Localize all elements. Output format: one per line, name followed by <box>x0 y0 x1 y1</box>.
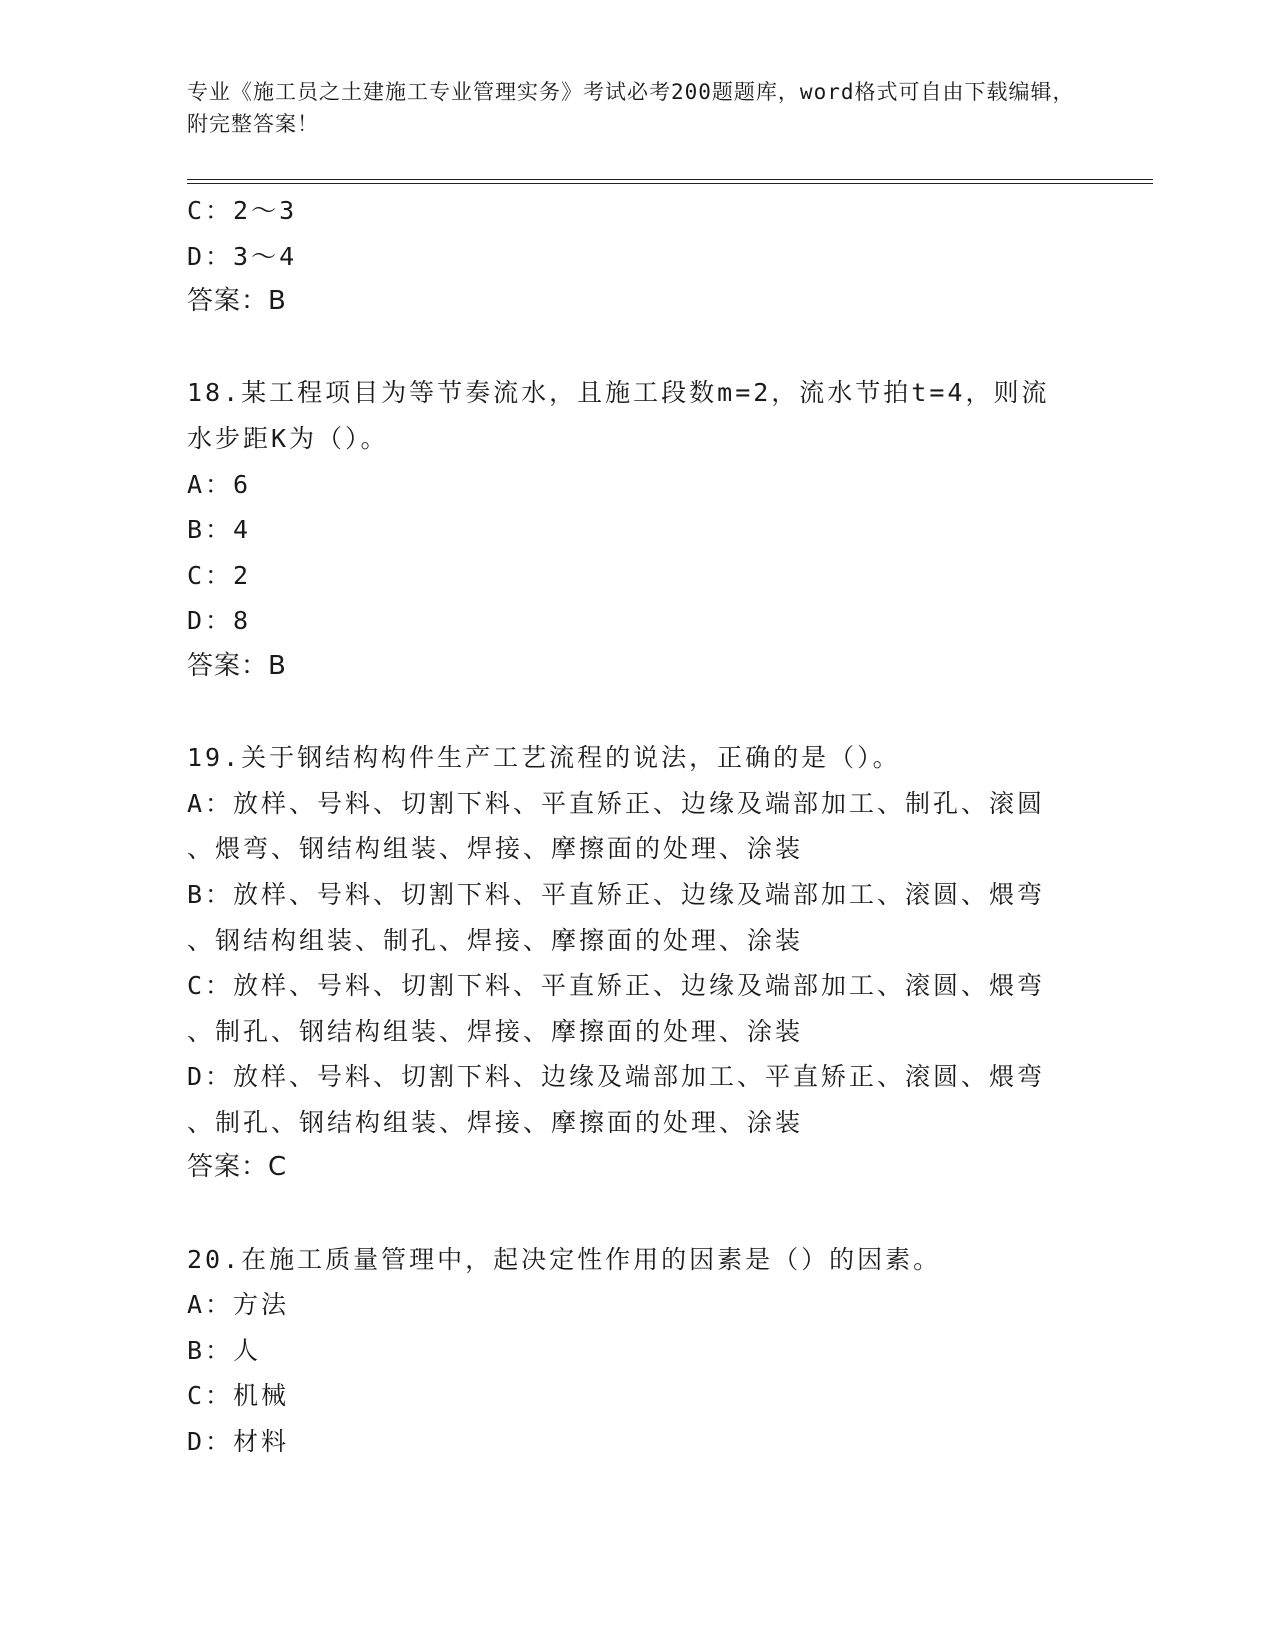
spacer <box>187 325 1087 371</box>
option-line: B：放样、号料、切割下料、平直矫正、边缘及端部加工、滚圆、煨弯 <box>187 879 1046 909</box>
option-line: C：放样、号料、切割下料、平直矫正、边缘及端部加工、滚圆、煨弯 <box>187 971 1046 1001</box>
question-stem: 19.关于钢结构构件生产工艺流程的说法，正确的是（）。 <box>187 743 901 773</box>
option-line: D：8 <box>187 606 252 636</box>
option-line: C：2 <box>187 560 252 590</box>
answer-line: 答案：C <box>187 1152 288 1183</box>
option-line: A：方法 <box>187 1290 290 1320</box>
option-line: 、钢结构组装、制孔、焊接、摩擦面的处理、涂装 <box>187 925 804 955</box>
page-header: 专业《施工员之土建施工专业管理实务》考试必考200题题库，word格式可自由下载编辑，附完整答案！ <box>187 80 1075 136</box>
option-line: D：3～4 <box>187 241 298 271</box>
option-line: B：4 <box>187 515 252 545</box>
question-18 <box>187 370 1087 689</box>
option-line: D：放样、号料、切割下料、边缘及端部加工、平直矫正、滚圆、煨弯 <box>187 1062 1046 1092</box>
option-line: A：放样、号料、切割下料、平直矫正、边缘及端部加工、制孔、滚圆 <box>187 788 1046 818</box>
question-stem: 水步距K为（）。 <box>187 423 389 453</box>
spacer <box>187 1191 1087 1237</box>
spacer <box>187 690 1087 736</box>
option-line: 、制孔、钢结构组装、焊接、摩擦面的处理、涂装 <box>187 1107 804 1137</box>
option-line: 、煨弯、钢结构组装、焊接、摩擦面的处理、涂装 <box>187 834 804 864</box>
question-stem: 20.在施工质量管理中，起决定性作用的因素是（）的因素。 <box>187 1244 942 1274</box>
question-19 <box>187 735 1087 1191</box>
header-rule-top <box>187 179 1153 180</box>
header-rule-bottom <box>187 183 1153 184</box>
option-line: D：材料 <box>187 1427 290 1457</box>
question-20 <box>187 1237 1087 1465</box>
question-stem: 18.某工程项目为等节奏流水，且施工段数m=2，流水节拍t=4，则流 <box>187 378 1050 408</box>
option-line: A：6 <box>187 469 252 499</box>
answer-line: 答案：B <box>187 286 287 317</box>
option-line: C：机械 <box>187 1381 290 1411</box>
answer-line: 答案：B <box>187 650 287 681</box>
option-line: 、制孔、钢结构组装、焊接、摩擦面的处理、涂装 <box>187 1016 804 1046</box>
option-line: B：人 <box>187 1335 262 1365</box>
document-body <box>187 188 1087 1465</box>
option-line: C：2～3 <box>187 196 298 225</box>
